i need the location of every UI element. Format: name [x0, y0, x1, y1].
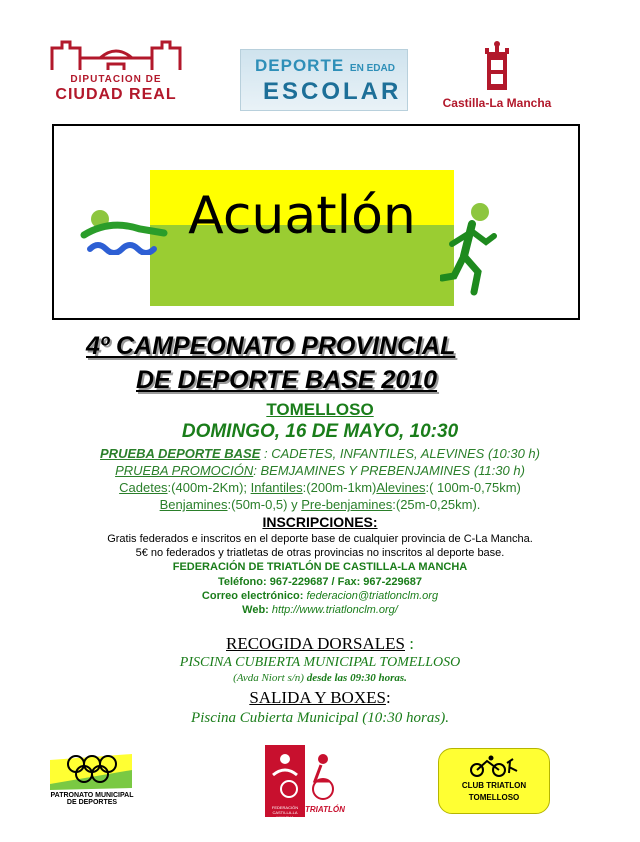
federacion-telefono: Teléfono: 967-229687 / Fax: 967-229687	[217, 576, 423, 588]
inscripciones-heading: INSCRIPCIONES:	[262, 514, 378, 530]
recogida-direccion-line	[0, 672, 640, 684]
benjamines-label: Benjamines	[159, 497, 228, 512]
prueba-deporte-base-line	[0, 446, 640, 461]
recogida-direccion: (Avda Niort s/n)	[233, 672, 304, 684]
federacion-name: FEDERACIÓN DE TRIATLÓN DE CASTILLA-LA MANCHA	[172, 561, 468, 573]
recogida-lugar: PISCINA CUBIERTA MUNICIPAL TOMELLOSO	[179, 655, 461, 670]
inscripciones-precio: 5€ no federados y triatletas de otras provincias no inscritos al deporte base.	[135, 547, 505, 559]
club-label-line2: TOMELLOSO	[468, 793, 520, 802]
infantiles-text: :(200m-1km)	[302, 480, 377, 495]
federacion-correo-line	[0, 590, 640, 602]
club-label-line1: CLUB TRIATLON	[461, 781, 527, 790]
diputacion-ciudad-real-logo	[46, 36, 186, 108]
prueba-promo-label: PRUEBA PROMOCIÓN	[115, 463, 254, 478]
web-label: Web:	[242, 604, 272, 616]
alevines-text: :( 100m-0,75km)	[425, 480, 521, 495]
web-link[interactable]: http://www.triatlonclm.org/	[271, 604, 398, 616]
recogida-heading-text: RECOGIDA DORSALES	[226, 634, 405, 653]
diputacion-line2: CIUDAD REAL	[55, 86, 177, 103]
clm-label: Castilla-La Mancha	[442, 96, 552, 110]
cadetes-text: :(400m-2Km);	[167, 480, 251, 495]
recogida-hora: desde las 09:30 horas.	[303, 672, 407, 684]
prueba-base-text: : CADETES, INFANTILES, ALEVINES (10:30 h)	[260, 446, 540, 461]
swimmer-icon	[80, 205, 170, 255]
club-triatlon-tomelloso-logo	[438, 748, 550, 814]
salida-lugar: Piscina Cubierta Municipal (10:30 horas).	[191, 710, 449, 726]
prebenjamines-text: :(25m-0,25km).	[392, 497, 481, 512]
federacion-triatlon-logo	[265, 745, 355, 820]
inscripciones-gratis: Gratis federados e inscritos en el deporte base de cualquier provincia de C-La Mancha.	[107, 533, 533, 545]
salida-colon: :	[385, 688, 391, 707]
infantiles-label: Infantiles	[250, 480, 303, 495]
deporte-logo-line1: DEPORTE EN EDAD	[255, 56, 395, 75]
cyclist-icon	[469, 755, 519, 777]
patronato-municipal-logo	[46, 748, 136, 810]
correo-label: Correo electrónico:	[201, 590, 307, 602]
fedtri-small-label: FEDERACIÓN CASTILLA-LA MANCHA	[271, 805, 299, 820]
recogida-dorsales-heading	[0, 634, 640, 654]
deporte-logo-line2: ESCOLAR	[263, 78, 402, 105]
correo-link[interactable]: federacion@triatlonclm.org	[306, 590, 439, 602]
prueba-base-label: PRUEBA DEPORTE BASE	[100, 446, 261, 461]
salida-boxes-heading	[0, 688, 640, 708]
benjamines-text: :(50m-0,5) y	[227, 497, 302, 512]
event-title: Acuatlón	[188, 186, 416, 246]
runner-icon	[440, 200, 500, 300]
alevines-label: Alevines	[376, 480, 426, 495]
salida-heading-text: SALIDA Y BOXES	[249, 688, 386, 707]
distances-line-1	[0, 480, 640, 495]
castilla-la-mancha-logo	[441, 40, 553, 110]
cadetes-label: Cadetes	[119, 480, 168, 495]
fedtri-label: TRIATLÓN	[305, 805, 345, 814]
federacion-web-line	[0, 604, 640, 616]
distances-line-2	[0, 497, 640, 512]
deporte-edad-escolar-logo	[240, 49, 408, 111]
prueba-promo-text: : BEMJAMINES Y PREBENJAMINES (11:30 h)	[253, 463, 525, 478]
recogida-colon: :	[405, 634, 414, 653]
town-heading: TOMELLOSO	[266, 400, 374, 419]
olympic-rings-icon	[46, 748, 136, 792]
prebenjamines-label: Pre-benjamines	[301, 497, 393, 512]
championship-heading-line2: DE DEPORTE BASE 2010	[136, 366, 438, 394]
prueba-promocion-line	[0, 463, 640, 478]
diputacion-line1: DIPUTACION DE	[70, 74, 162, 85]
castle-crest-icon	[441, 40, 553, 96]
championship-heading-line1: 4º CAMPEONATO PROVINCIAL	[86, 332, 456, 360]
event-date: DOMINGO, 16 DE MAYO, 10:30	[181, 421, 459, 442]
patronato-label: PATRONATO MUNICIPAL DE DEPORTES	[50, 792, 134, 806]
